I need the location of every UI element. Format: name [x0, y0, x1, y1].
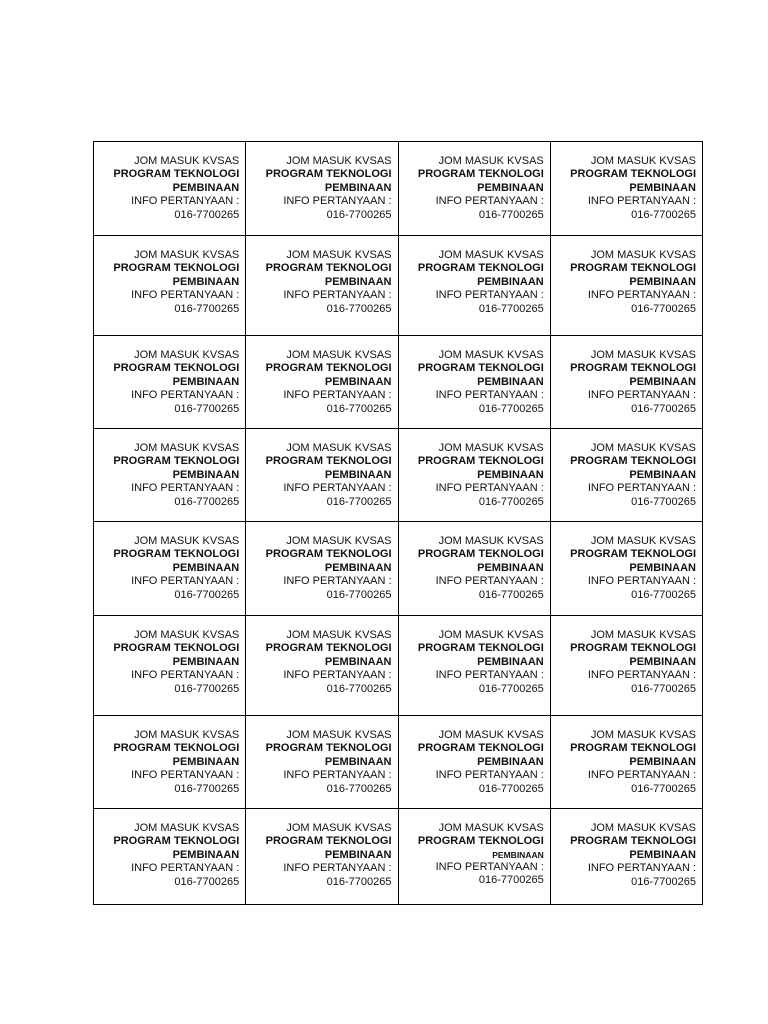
label-heading: JOM MASUK KVSAS	[286, 535, 392, 547]
label-heading: JOM MASUK KVSAS	[438, 822, 544, 834]
label-cell	[550, 809, 702, 905]
label-program: PROGRAM TEKNOLOGI	[265, 455, 392, 468]
label-program: PROGRAM TEKNOLOGI	[113, 455, 240, 468]
label-text-block	[94, 336, 239, 416]
label-text-block	[551, 716, 696, 796]
label-cell	[398, 716, 550, 809]
label-text-block	[399, 522, 544, 602]
label-phone-number: 016-7700265	[631, 782, 696, 795]
label-cell	[246, 616, 398, 716]
label-info-caption: INFO PERTANYAAN :	[587, 389, 696, 402]
label-info-caption: INFO PERTANYAAN :	[131, 195, 240, 208]
label-program-subtitle: PEMBINAAN	[629, 561, 696, 574]
label-text-block	[246, 429, 391, 509]
label-text-block	[399, 336, 544, 416]
label-text-block	[551, 809, 696, 889]
label-text-block	[94, 522, 239, 602]
label-heading: JOM MASUK KVSAS	[134, 249, 240, 261]
label-program: PROGRAM TEKNOLOGI	[417, 362, 544, 375]
label-info-caption: INFO PERTANYAAN :	[283, 482, 392, 495]
label-text-block	[246, 716, 391, 796]
label-info-caption: INFO PERTANYAAN :	[435, 669, 544, 682]
label-phone-number: 016-7700265	[326, 782, 392, 795]
label-program: PROGRAM TEKNOLOGI	[113, 835, 240, 848]
label-cell	[94, 336, 246, 429]
label-heading: JOM MASUK KVSAS	[134, 155, 240, 167]
label-cell	[550, 429, 702, 522]
label-phone-number: 016-7700265	[478, 682, 544, 695]
label-heading: JOM MASUK KVSAS	[590, 629, 696, 641]
label-row	[94, 809, 703, 905]
label-row	[94, 522, 703, 616]
label-heading: JOM MASUK KVSAS	[286, 349, 392, 361]
label-heading: JOM MASUK KVSAS	[438, 155, 544, 167]
label-phone-number: 016-7700265	[478, 302, 544, 315]
label-info-caption: INFO PERTANYAAN :	[131, 769, 240, 782]
label-program: PROGRAM TEKNOLOGI	[417, 262, 544, 275]
label-text-block	[94, 142, 239, 222]
label-info-caption: INFO PERTANYAAN :	[435, 575, 544, 588]
label-text-block	[551, 142, 696, 222]
label-phone-number: 016-7700265	[478, 874, 544, 887]
label-phone-number: 016-7700265	[174, 875, 240, 888]
label-program-subtitle: PEMBINAAN	[172, 655, 240, 668]
label-info-caption: INFO PERTANYAAN :	[587, 482, 696, 495]
label-heading: JOM MASUK KVSAS	[286, 442, 392, 454]
label-phone-number: 016-7700265	[326, 588, 392, 601]
label-phone-number: 016-7700265	[174, 782, 240, 795]
label-cell	[550, 336, 702, 429]
label-program-subtitle: PEMBINAAN	[477, 755, 544, 768]
label-row	[94, 236, 703, 336]
label-info-caption: INFO PERTANYAAN :	[435, 389, 544, 402]
label-phone-number: 016-7700265	[631, 402, 696, 415]
label-program: PROGRAM TEKNOLOGI	[113, 168, 240, 181]
label-heading: JOM MASUK KVSAS	[590, 249, 696, 261]
label-row	[94, 336, 703, 429]
label-row	[94, 616, 703, 716]
label-text-block	[399, 236, 544, 316]
label-program: PROGRAM TEKNOLOGI	[265, 742, 392, 755]
label-cell	[246, 522, 398, 616]
label-program-subtitle: PEMBINAAN	[172, 561, 240, 574]
label-phone-number: 016-7700265	[478, 588, 544, 601]
label-heading: JOM MASUK KVSAS	[438, 629, 544, 641]
label-phone-number: 016-7700265	[174, 588, 240, 601]
label-info-caption: INFO PERTANYAAN :	[283, 289, 392, 302]
label-program-subtitle: PEMBINAAN	[477, 375, 544, 388]
label-info-caption: INFO PERTANYAAN :	[587, 289, 696, 302]
label-heading: JOM MASUK KVSAS	[286, 155, 392, 167]
label-heading: JOM MASUK KVSAS	[438, 349, 544, 361]
label-heading: JOM MASUK KVSAS	[590, 442, 696, 454]
label-cell	[246, 429, 398, 522]
label-text-block	[246, 236, 391, 316]
label-text-block	[399, 809, 544, 888]
label-program: PROGRAM TEKNOLOGI	[113, 642, 240, 655]
label-phone-number: 016-7700265	[326, 208, 392, 221]
label-phone-number: 016-7700265	[174, 682, 240, 695]
label-heading: JOM MASUK KVSAS	[134, 442, 240, 454]
label-info-caption: INFO PERTANYAAN :	[131, 862, 240, 875]
label-cell	[94, 142, 246, 236]
label-program-subtitle: PEMBINAAN	[324, 375, 392, 388]
label-phone-number: 016-7700265	[326, 495, 392, 508]
label-info-caption: INFO PERTANYAAN :	[131, 669, 240, 682]
label-cell	[94, 716, 246, 809]
label-program-subtitle: PEMBINAAN	[629, 275, 696, 288]
label-program: PROGRAM TEKNOLOGI	[570, 168, 696, 181]
label-program-subtitle: PEMBINAAN	[629, 655, 696, 668]
label-program: PROGRAM TEKNOLOGI	[570, 548, 696, 561]
label-program-subtitle: PEMBINAAN	[629, 848, 696, 861]
label-program-subtitle: PEMBINAAN	[324, 468, 392, 481]
label-cell	[398, 616, 550, 716]
label-program: PROGRAM TEKNOLOGI	[570, 742, 696, 755]
label-info-caption: INFO PERTANYAAN :	[283, 195, 392, 208]
label-text-block	[94, 616, 239, 696]
label-cell	[94, 809, 246, 905]
label-program-subtitle: PEMBINAAN	[492, 849, 544, 860]
label-text-block	[246, 616, 391, 696]
label-heading: JOM MASUK KVSAS	[134, 535, 240, 547]
label-text-block	[399, 429, 544, 509]
label-heading: JOM MASUK KVSAS	[438, 729, 544, 741]
label-phone-number: 016-7700265	[174, 302, 240, 315]
label-cell	[398, 429, 550, 522]
label-phone-number: 016-7700265	[631, 302, 696, 315]
label-program: PROGRAM TEKNOLOGI	[265, 262, 392, 275]
label-cell	[550, 142, 702, 236]
label-info-caption: INFO PERTANYAAN :	[435, 195, 544, 208]
label-info-caption: INFO PERTANYAAN :	[283, 575, 392, 588]
label-cell	[94, 429, 246, 522]
label-program-subtitle: PEMBINAAN	[172, 275, 240, 288]
label-program-subtitle: PEMBINAAN	[324, 181, 392, 194]
label-row	[94, 429, 703, 522]
label-info-caption: INFO PERTANYAAN :	[283, 769, 392, 782]
label-text-block	[551, 336, 696, 416]
label-phone-number: 016-7700265	[174, 208, 240, 221]
label-program: PROGRAM TEKNOLOGI	[417, 835, 544, 848]
label-cell	[246, 809, 398, 905]
label-sheet	[93, 141, 703, 905]
label-program: PROGRAM TEKNOLOGI	[265, 642, 392, 655]
label-program: PROGRAM TEKNOLOGI	[265, 835, 392, 848]
label-heading: JOM MASUK KVSAS	[134, 822, 240, 834]
label-heading: JOM MASUK KVSAS	[134, 729, 240, 741]
label-info-caption: INFO PERTANYAAN :	[435, 482, 544, 495]
label-text-block	[246, 522, 391, 602]
label-program: PROGRAM TEKNOLOGI	[265, 548, 392, 561]
label-phone-number: 016-7700265	[631, 208, 696, 221]
label-program-subtitle: PEMBINAAN	[324, 561, 392, 574]
label-cell	[398, 142, 550, 236]
label-text-block	[399, 716, 544, 796]
label-phone-number: 016-7700265	[326, 302, 392, 315]
label-row	[94, 716, 703, 809]
label-program-subtitle: PEMBINAAN	[477, 275, 544, 288]
label-heading: JOM MASUK KVSAS	[438, 249, 544, 261]
label-program: PROGRAM TEKNOLOGI	[570, 362, 696, 375]
label-info-caption: INFO PERTANYAAN :	[131, 289, 240, 302]
label-cell	[94, 616, 246, 716]
label-text-block	[551, 616, 696, 696]
label-program-subtitle: PEMBINAAN	[324, 755, 392, 768]
label-program: PROGRAM TEKNOLOGI	[570, 835, 696, 848]
label-info-caption: INFO PERTANYAAN :	[587, 769, 696, 782]
label-text-block	[94, 429, 239, 509]
label-info-caption: INFO PERTANYAAN :	[435, 289, 544, 302]
label-text-block	[399, 616, 544, 696]
label-text-block	[551, 236, 696, 316]
label-info-caption: INFO PERTANYAAN :	[283, 862, 392, 875]
label-program-subtitle: PEMBINAAN	[477, 561, 544, 574]
label-heading: JOM MASUK KVSAS	[590, 349, 696, 361]
label-cell	[246, 336, 398, 429]
label-info-caption: INFO PERTANYAAN :	[587, 669, 696, 682]
label-program: PROGRAM TEKNOLOGI	[265, 362, 392, 375]
label-text-block	[94, 236, 239, 316]
label-program-subtitle: PEMBINAAN	[629, 375, 696, 388]
label-text-block	[551, 522, 696, 602]
label-program-subtitle: PEMBINAAN	[172, 755, 240, 768]
label-program-subtitle: PEMBINAAN	[172, 468, 240, 481]
label-phone-number: 016-7700265	[478, 782, 544, 795]
label-text-block	[246, 809, 391, 889]
label-cell	[246, 716, 398, 809]
label-cell	[246, 236, 398, 336]
label-heading: JOM MASUK KVSAS	[590, 729, 696, 741]
label-cell	[398, 336, 550, 429]
label-text-block	[246, 336, 391, 416]
label-cell	[246, 142, 398, 236]
label-text-block	[246, 142, 391, 222]
label-heading: JOM MASUK KVSAS	[286, 249, 392, 261]
label-cell	[94, 522, 246, 616]
label-info-caption: INFO PERTANYAAN :	[131, 482, 240, 495]
label-phone-number: 016-7700265	[478, 208, 544, 221]
label-heading: JOM MASUK KVSAS	[134, 629, 240, 641]
label-info-caption: INFO PERTANYAAN :	[587, 862, 696, 875]
label-program: PROGRAM TEKNOLOGI	[570, 455, 696, 468]
label-program: PROGRAM TEKNOLOGI	[113, 262, 240, 275]
label-heading: JOM MASUK KVSAS	[590, 155, 696, 167]
label-info-caption: INFO PERTANYAAN :	[131, 575, 240, 588]
label-program-subtitle: PEMBINAAN	[172, 375, 240, 388]
label-program-subtitle: PEMBINAAN	[629, 468, 696, 481]
label-info-caption: INFO PERTANYAAN :	[587, 575, 696, 588]
label-text-block	[399, 142, 544, 222]
label-phone-number: 016-7700265	[174, 402, 240, 415]
label-phone-number: 016-7700265	[174, 495, 240, 508]
label-text-block	[94, 809, 239, 889]
label-info-caption: INFO PERTANYAAN :	[435, 860, 544, 873]
label-program-subtitle: PEMBINAAN	[629, 181, 696, 194]
label-phone-number: 016-7700265	[631, 875, 696, 888]
label-program: PROGRAM TEKNOLOGI	[417, 168, 544, 181]
label-program: PROGRAM TEKNOLOGI	[570, 262, 696, 275]
label-info-caption: INFO PERTANYAAN :	[283, 389, 392, 402]
label-info-caption: INFO PERTANYAAN :	[435, 769, 544, 782]
label-heading: JOM MASUK KVSAS	[590, 822, 696, 834]
label-heading: JOM MASUK KVSAS	[286, 629, 392, 641]
label-program-subtitle: PEMBINAAN	[629, 755, 696, 768]
label-phone-number: 016-7700265	[631, 588, 696, 601]
label-program-subtitle: PEMBINAAN	[324, 275, 392, 288]
label-heading: JOM MASUK KVSAS	[438, 535, 544, 547]
label-program: PROGRAM TEKNOLOGI	[113, 362, 240, 375]
label-program-subtitle: PEMBINAAN	[172, 181, 240, 194]
label-heading: JOM MASUK KVSAS	[438, 442, 544, 454]
label-grid	[94, 142, 703, 905]
label-cell	[398, 236, 550, 336]
label-phone-number: 016-7700265	[326, 682, 392, 695]
label-phone-number: 016-7700265	[478, 402, 544, 415]
label-program: PROGRAM TEKNOLOGI	[113, 742, 240, 755]
label-program: PROGRAM TEKNOLOGI	[417, 548, 544, 561]
label-text-block	[551, 429, 696, 509]
label-program: PROGRAM TEKNOLOGI	[570, 642, 696, 655]
label-program: PROGRAM TEKNOLOGI	[417, 742, 544, 755]
label-info-caption: INFO PERTANYAAN :	[283, 669, 392, 682]
label-heading: JOM MASUK KVSAS	[286, 729, 392, 741]
label-heading: JOM MASUK KVSAS	[134, 349, 240, 361]
label-info-caption: INFO PERTANYAAN :	[587, 195, 696, 208]
label-heading: JOM MASUK KVSAS	[286, 822, 392, 834]
label-phone-number: 016-7700265	[631, 682, 696, 695]
label-program-subtitle: PEMBINAAN	[477, 181, 544, 194]
label-program-subtitle: PEMBINAAN	[324, 848, 392, 861]
label-cell	[398, 809, 550, 905]
label-phone-number: 016-7700265	[478, 495, 544, 508]
label-phone-number: 016-7700265	[631, 495, 696, 508]
label-cell	[550, 522, 702, 616]
label-text-block	[94, 716, 239, 796]
label-cell	[550, 616, 702, 716]
label-program: PROGRAM TEKNOLOGI	[417, 455, 544, 468]
label-program-subtitle: PEMBINAAN	[324, 655, 392, 668]
label-cell	[550, 716, 702, 809]
label-cell	[398, 522, 550, 616]
label-program-subtitle: PEMBINAAN	[477, 655, 544, 668]
label-program: PROGRAM TEKNOLOGI	[417, 642, 544, 655]
label-heading: JOM MASUK KVSAS	[590, 535, 696, 547]
label-program: PROGRAM TEKNOLOGI	[265, 168, 392, 181]
label-row	[94, 142, 703, 236]
label-phone-number: 016-7700265	[326, 402, 392, 415]
label-phone-number: 016-7700265	[326, 875, 392, 888]
label-cell	[94, 236, 246, 336]
label-info-caption: INFO PERTANYAAN :	[131, 389, 240, 402]
label-cell	[550, 236, 702, 336]
label-program-subtitle: PEMBINAAN	[477, 468, 544, 481]
label-program-subtitle: PEMBINAAN	[172, 848, 240, 861]
label-program: PROGRAM TEKNOLOGI	[113, 548, 240, 561]
